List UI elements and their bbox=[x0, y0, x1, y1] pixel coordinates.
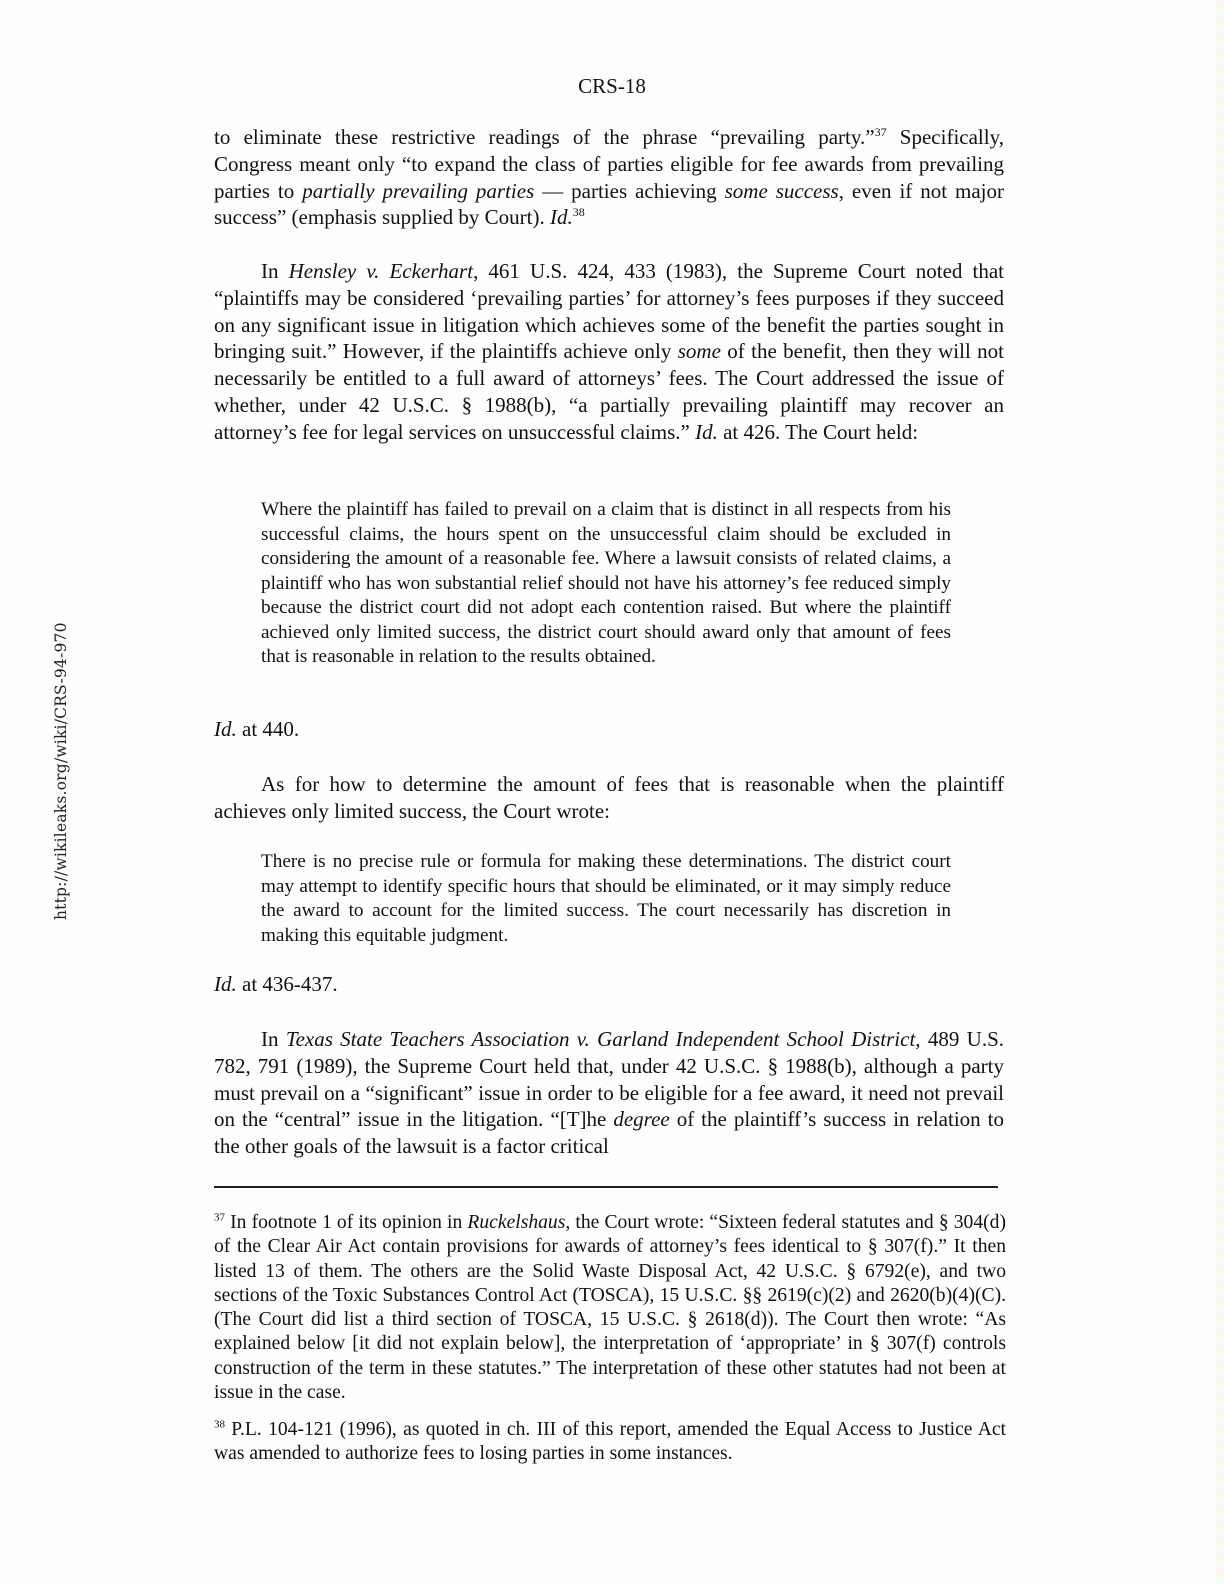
footnote-38: $^{38}$ P.L. 104-121 (1996), as quoted in ch. III of this report, amended the Equal Access to Justice Act was amended to authorize fees to losing parties in some instances. bbox=[214, 1418, 1006, 1465]
case-name: Texas State Teachers Association v. Garland Independent School District bbox=[285, 1027, 916, 1051]
case-name: Hensley v. Eckerhart bbox=[288, 259, 474, 283]
footnote-ref-37[interactable]: 37 bbox=[874, 125, 887, 139]
footnote-ref-38[interactable]: 38 bbox=[572, 205, 585, 220]
block-quote-1: Where the plaintiff has failed to prevail on a claim that is distinct in all respects from his successful claims, the hours spent on the unsuccessful claim should be excluded in considering the amount of a reasonable fee. Where a lawsuit consists of related claims, a plaintiff who has won substantial relief should not have his attorney’s fee reduced simply because the district court did not adopt each contention raised. But where the plaintiff achieved only limited success, the district court should award only that amount of fees that is reasonable in relation to the results obtained. bbox=[261, 499, 951, 667]
paragraph-1: to eliminate these restrictive readings of the phrase “prevailing party.”$^{37}$ Specifically, Congress meant only “to expand the class of parties eligible for fee awards from prevailing parties to partially prevailing parties — parties achieving some success, even if not major success” (emphasis supplied by Court). Id.$^{38}$ bbox=[214, 125, 1004, 230]
paragraph-limited-success: As for how to determine the amount of fees that is reasonable when the plaintiff achieves only limited success, the Court wrote: bbox=[214, 772, 1004, 823]
citation-2: Id. at 436-437. bbox=[214, 972, 338, 996]
page-header: CRS-18 bbox=[578, 74, 646, 98]
footnote-37: $^{37}$ In footnote 1 of its opinion in Ruckelshaus, the Court wrote: “Sixteen federal statutes and § 304(d) of the Clear Air Act contain provisions for awards of attorney’s fees identical to § 307(f).” It then listed 13 of them. The others are the Solid Waste Disposal Act, 42 U.S.C. § 6792(e), and two sections of the Toxic Substances Control Act (TOSCA), 15 U.S.C. §§ 2619(c)(2) and 2620(b)(4)(C). (The Court did list a third section of TOSCA, 15 U.S.C. § 2618(d)). The Court then wrote: “As explained below [it did not explain below], the interpretation of ‘appropriate’ in § 307(f) controls construction of the term in these statutes.” The interpretation of these other statutes had not been at issue in the case. bbox=[214, 1211, 1006, 1404]
side-watermark-url: http://wikileaks.org/wiki/CRS-94-970 bbox=[52, 622, 70, 920]
paragraph-texas-teachers: In Texas State Teachers Association v. Garland Independent School District, 489 U.S. 782, 791 (1989), the Supreme Court held that, under 42 U.S.C. § 1988(b), although a party must prevail on a “significant” issue in order to be eligible for a fee award, it need not prevail on the “central” issue in the litigation. “[T]he degree of the plaintiff’s success in relation to the other goals of the lawsuit is a factor critical bbox=[214, 1027, 1005, 1159]
citation-1: Id. at 440. bbox=[214, 717, 300, 741]
footnote-separator bbox=[214, 1186, 998, 1188]
scan-edge-artifact bbox=[1216, 0, 1224, 1584]
block-quote-2: There is no precise rule or formula for making these determinations. The district court may attempt to identify specific hours that should be eliminated, or it may simply reduce the award to account for the limited success. The court necessarily has discretion in making this equitable judgment. bbox=[261, 851, 951, 946]
paragraph-hensley: In Hensley v. Eckerhart, 461 U.S. 424, 433 (1983), the Supreme Court noted that “plaintiffs may be considered ‘prevailing parties’ for attorney’s fees purposes if they succeed on any significant issue in litigation which achieves some of the benefit the parties sought in bringing suit.” However, if the plaintiffs achieve only some of the benefit, then they will not necessarily be entitled to a full award of attorneys’ fees. The Court addressed the issue of whether, under 42 U.S.C. § 1988(b), “a partially prevailing plaintiff may recover an attorney’s fee for legal services on unsuccessful claims.” Id. at 426. The Court held: bbox=[214, 259, 1004, 444]
